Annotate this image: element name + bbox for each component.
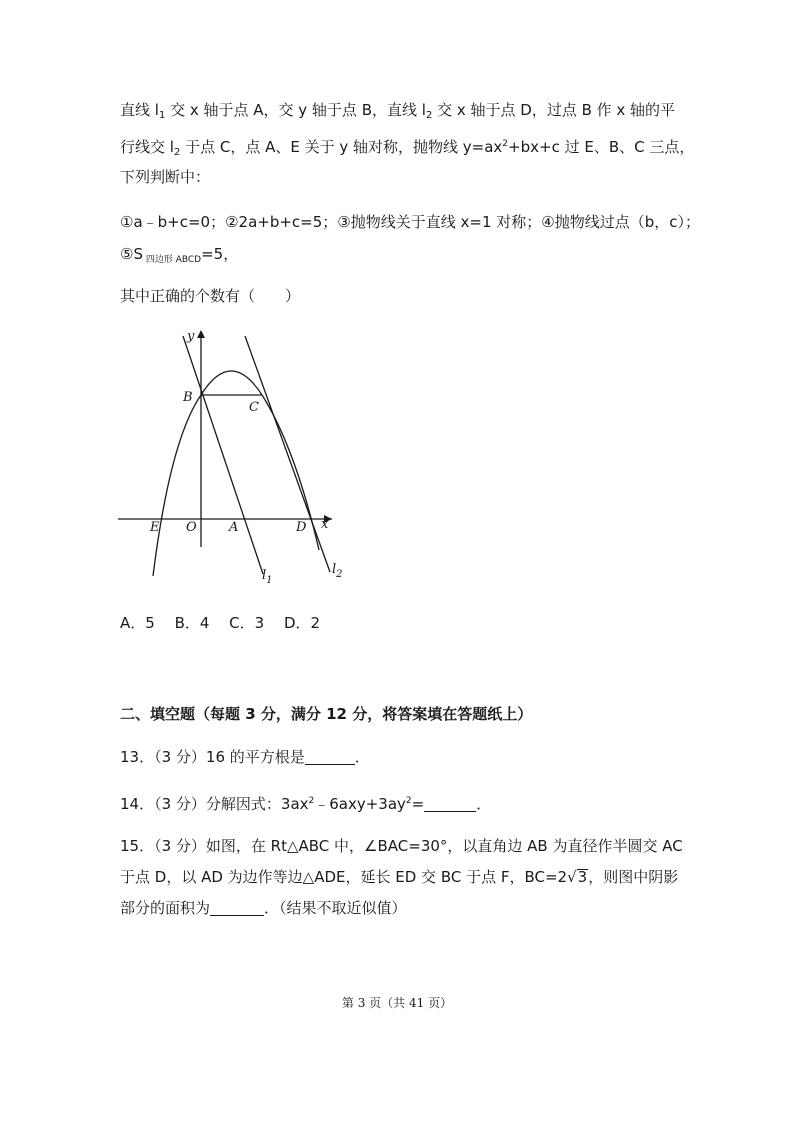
label-b: B xyxy=(183,390,193,405)
label-o: O xyxy=(186,520,197,535)
section-2-heading: 二、填空题（每题 3 分，满分 12 分，将答案填在答题纸上） xyxy=(120,705,533,723)
problem-12-statement-5: ⑤S $_{四边形 ABCD}$=5， xyxy=(120,245,239,265)
answer-blank-15[interactable] xyxy=(210,899,264,916)
sqrt-sign: √ xyxy=(567,868,577,886)
problem-12-line-1: 直线 $l_1$ 交 x 轴于点 A，交 y 轴于点 B，直线 $l_2$ 交 x 轴于点 D，过点 B 作 x 轴的平 xyxy=(120,101,676,121)
label-y: y xyxy=(187,329,195,344)
parabola-figure xyxy=(112,322,352,590)
label-l1: $l_1$ xyxy=(262,568,273,586)
y-axis-arrow xyxy=(197,330,205,338)
answer-blank-14[interactable] xyxy=(424,795,476,812)
label-c: C xyxy=(249,400,259,415)
label-x: x xyxy=(321,517,329,532)
problem-12-question: 其中正确的个数有（ ） xyxy=(120,287,301,305)
label-l2: $l_2$ xyxy=(332,562,343,580)
problem-12-statements: ①a﹣b+c=0；②2a+b+c=5；③抛物线关于直线 x=1 对称；④抛物线过点（b，c）； xyxy=(120,213,700,231)
question-13: 13．（3 分）16 的平方根是 ． xyxy=(120,748,370,766)
question-15-line-3: 部分的面积为 ．（结果不取近似值） xyxy=(120,899,407,917)
page-footer: 第 3 页（共 41 页） xyxy=(341,996,453,1010)
question-14: 14．（3 分）分解因式：$3ax^2﹣6axy+3ay^2=$ ． xyxy=(120,795,492,813)
question-15-line-2: 于点 D，以 AD 为边作等边△ADE，延长 ED 交 BC 于点 F，BC=2√3，则图中阴影 xyxy=(120,868,679,886)
question-15-line-1: 15．（3 分）如图，在 Rt△ABC 中，∠BAC=30°，以直角边 AB 为直径作半圆交 AC xyxy=(120,837,683,855)
problem-12-line-2: 行线交 $l_2$ 于点 C，点 A、E 关于 y 轴对称，抛物线 $y=ax^2+bx+c$ 过 E、B、C 三点， xyxy=(120,138,695,158)
line-l1 xyxy=(183,336,263,574)
line-l2 xyxy=(245,336,330,572)
answer-options: A．5 B．4 C．3 D．2 xyxy=(120,614,321,632)
problem-12-line-3: 下列判断中： xyxy=(120,168,211,186)
label-e: E xyxy=(150,520,160,535)
answer-blank-13[interactable] xyxy=(305,748,355,765)
label-d: D xyxy=(296,520,307,535)
label-a: A xyxy=(229,520,239,535)
